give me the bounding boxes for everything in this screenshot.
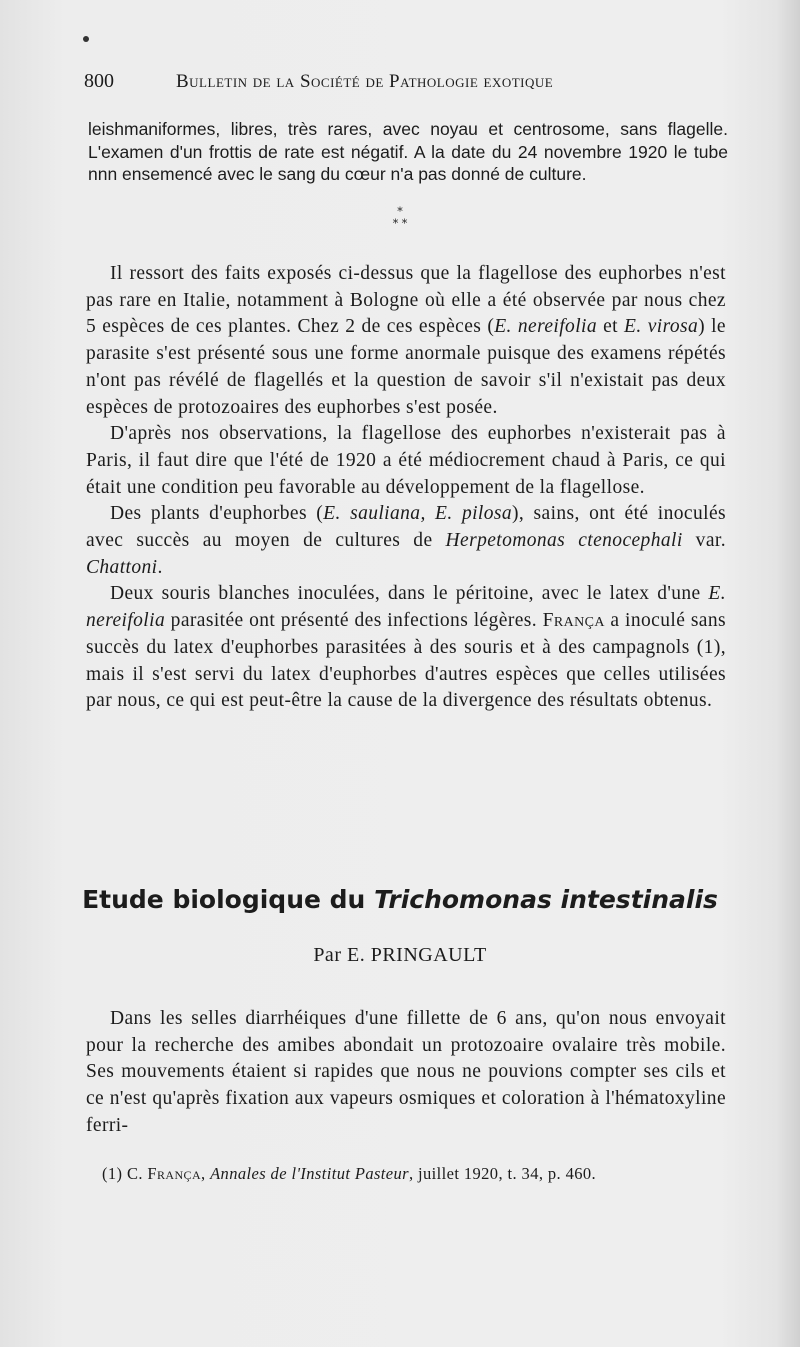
text-run: ), sains, ont été inoculés avec succès au moyen de cultures de	[86, 503, 726, 552]
text-run: et	[597, 316, 625, 338]
page-number: 800	[84, 70, 114, 92]
species-name: E. sauliana, E. pilosa	[323, 503, 513, 525]
article-title	[0, 885, 800, 914]
asterism-top: *	[397, 205, 403, 218]
species-name: E. nereifolia	[86, 583, 726, 632]
text-run: .	[157, 556, 163, 578]
footnote-journal: Annales de l'Institut Pasteur	[210, 1164, 409, 1183]
footnote-author: França	[147, 1164, 202, 1183]
text-run: Deux souris blanches inoculées, dans le péritoine, avec le latex d'une	[110, 583, 709, 605]
title-text: Etude biologique du	[82, 885, 375, 914]
footnote	[102, 1164, 722, 1184]
text-run: var.	[682, 530, 726, 552]
paragraph-1	[86, 261, 726, 421]
title-species: Trichomonas intestinalis	[374, 885, 718, 914]
species-name: Chattoni	[86, 556, 158, 578]
species-name: Herpetomonas ctenocephali	[445, 530, 683, 552]
paragraph-2: D'après nos observations, la flagellose des euphorbes n'existerait pas à Paris, il faut dire que l'été de 1920 a été médiocrement chaud à Paris, ce qui était une condition peu favorable au développement de la flagellose.	[86, 423, 726, 498]
species-name: E. virosa	[624, 316, 699, 338]
text-run: a inoculé sans succès du latex d'euphorbes parasitées à des souris et à des campagnols (1), mais il s'est servi du latex d'euphorbes d'autres espèces que celles utilisées par nous, ce qui est peut-être la cause de la divergence des résultats obtenus.	[86, 610, 726, 712]
running-head: Bulletin de la Société de Pathologie exotique	[176, 71, 554, 92]
article-body	[86, 1006, 726, 1140]
asterism-separator	[380, 206, 420, 236]
author-name: França	[542, 610, 605, 632]
text-run: ) le parasite s'est présenté sous une forme anormale puisque des examens répétés n'ont pas révélé de flagellés et la question de savoir s'il n'existait pas deux espèces de protozoaires des euphorbes s'est posée.	[86, 316, 726, 418]
conclusion-section	[86, 261, 726, 715]
species-name: E. nereifolia	[494, 316, 597, 338]
asterism-bottom: * *	[392, 217, 408, 230]
text-run: Des plants d'euphorbes (	[110, 503, 324, 525]
text-run: ,	[201, 1164, 211, 1183]
text-run: Il ressort des faits exposés ci-dessus que la flagellose des euphorbes n'est pas rare en Italie, notamment à Bologne où elle a été observée par nous chez 5 espèces de ces plantes. Chez 2 de ces espèces (	[86, 263, 726, 338]
article-paragraph-1: Dans les selles diarrhéiques d'une fillette de 6 ans, qu'on nous envoyait pour la recherche des amibes abondait un protozoaire ovalaire très mobile. Ses mouvements étaient si rapides que nous ne pouvions compter ses cils et ce n'est qu'après fixation aux vapeurs osmiques et coloration à l'hématoxyline ferri-	[86, 1008, 726, 1136]
article-byline: Par E. PRINGAULT	[313, 944, 487, 966]
paragraph-3	[86, 501, 726, 581]
footnote-marker: (1) C.	[102, 1164, 148, 1183]
footnote-reference: , juillet 1920, t. 34, p. 460.	[408, 1164, 597, 1183]
intro-paragraph: leishmaniformes, libres, très rares, avec noyau et centrosome, sans flagelle. L'examen d'un frottis de rate est négatif. A la date du 24 novembre 1920 le tube nnn ensemencé avec le sang du cœur n'a pas donné de culture.	[88, 119, 728, 184]
ink-dot	[83, 36, 89, 42]
page-header	[84, 70, 724, 94]
text-run: parasitée ont présenté des infections légères.	[165, 610, 543, 632]
paragraph-4	[86, 581, 726, 715]
